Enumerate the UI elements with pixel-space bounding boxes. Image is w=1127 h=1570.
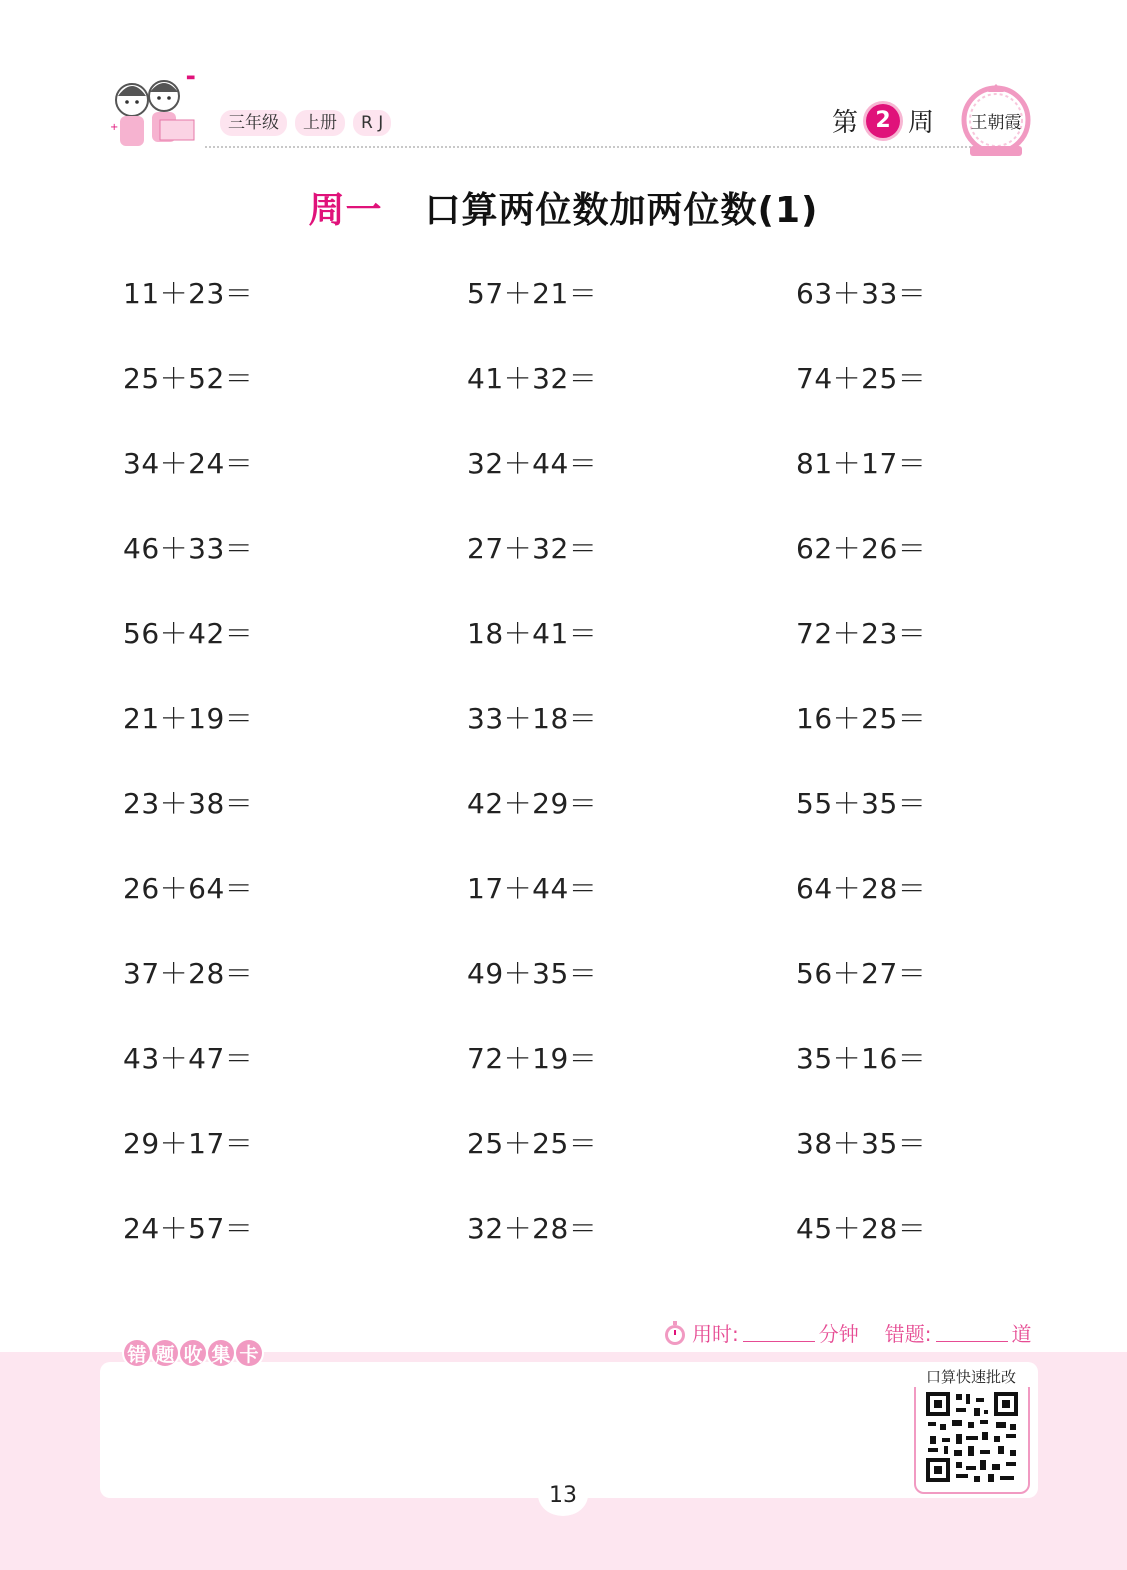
svg-text:王朝霞: 王朝霞 [970,113,1022,133]
label-char: 卡 [236,1340,262,1366]
stopwatch-icon [662,1320,688,1346]
errors-label: 错题: [884,1322,932,1346]
problem: 34＋24＝ [123,447,254,480]
problem: 72＋23＝ [796,617,927,650]
week-suffix: 周 [908,108,935,138]
time-label: 用时: [692,1322,739,1346]
problem: 57＋21＝ [467,277,598,310]
label-char: 题 [152,1340,178,1366]
errors-unit: 道 [1011,1322,1032,1346]
problem-row [0,612,1127,697]
problem: 46＋33＝ [123,532,254,565]
edition-tag: R J [353,110,391,136]
problem: 42＋29＝ [467,787,598,820]
problem: 43＋47＝ [123,1042,254,1075]
problem: 24＋57＝ [123,1212,254,1245]
qr-frame [914,1378,1030,1494]
errors-blank[interactable] [936,1323,1008,1342]
problem-grid [0,272,1127,1292]
time-unit: 分钟 [818,1322,859,1346]
problem: 32＋28＝ [467,1212,598,1245]
problem: 16＋25＝ [796,702,927,735]
problem: 27＋32＝ [467,532,598,565]
problem: 64＋28＝ [796,872,927,905]
problem-row [0,952,1127,1037]
week-indicator [832,102,934,139]
week-prefix: 第 [832,108,859,138]
problem: 23＋38＝ [123,787,254,820]
grade-tag: 三年级 [220,110,287,136]
time-blank[interactable] [743,1323,815,1342]
problem-row [0,272,1127,357]
volume-tag: 上册 [295,110,345,136]
problem: 62＋26＝ [796,532,927,565]
problem: 56＋42＝ [123,617,254,650]
qr-section [912,1366,1030,1492]
mascot-kids-icon [104,70,204,158]
problem-row [0,782,1127,867]
problem-row [0,357,1127,442]
page-number: 13 [538,1474,588,1516]
problem: 72＋19＝ [467,1042,598,1075]
problem-row [0,1037,1127,1122]
header-divider [205,146,1007,148]
problem: 81＋17＝ [796,447,927,480]
error-card-label [124,1340,262,1366]
qr-caption: 口算快速批改 [912,1366,1030,1387]
problem: 37＋28＝ [123,957,254,990]
problem-row [0,697,1127,782]
problem: 26＋64＝ [123,872,254,905]
label-char: 集 [208,1340,234,1366]
problem: 35＋16＝ [796,1042,927,1075]
svg-text:+: + [110,122,119,133]
problem-row [0,527,1127,612]
problem: 29＋17＝ [123,1127,254,1160]
problem: 41＋32＝ [467,362,598,395]
brand-seal-logo [958,80,1034,160]
problem-row [0,867,1127,952]
problem: 21＋19＝ [123,702,254,735]
problem: 55＋35＝ [796,787,927,820]
problem: 74＋25＝ [796,362,927,395]
problem: 17＋44＝ [467,872,598,905]
svg-text:▬: ▬ [186,72,196,83]
problem: 25＋25＝ [467,1127,598,1160]
problem: 63＋33＝ [796,277,927,310]
problem: 11＋23＝ [123,277,254,310]
problem: 33＋18＝ [467,702,598,735]
label-char: 错 [124,1340,150,1366]
grade-tags [220,110,391,136]
problem: 18＋41＝ [467,617,598,650]
problem-row [0,1122,1127,1207]
title-topic: 口算两位数加两位数(1) [424,190,819,231]
qr-code-icon[interactable] [916,1380,1028,1492]
problem: 32＋44＝ [467,447,598,480]
time-errors-stats [662,1318,1032,1347]
problem: 49＋35＝ [467,957,598,990]
problem: 45＋28＝ [796,1212,927,1245]
page-header [0,0,1127,170]
problem-row [0,442,1127,527]
label-char: 收 [180,1340,206,1366]
page-title [0,182,1127,233]
problem: 25＋52＝ [123,362,254,395]
problem: 56＋27＝ [796,957,927,990]
title-day: 周一 [308,190,383,231]
problem: 38＋35＝ [796,1127,927,1160]
problem-row [0,1207,1127,1292]
week-number-badge: 2 [866,104,900,138]
